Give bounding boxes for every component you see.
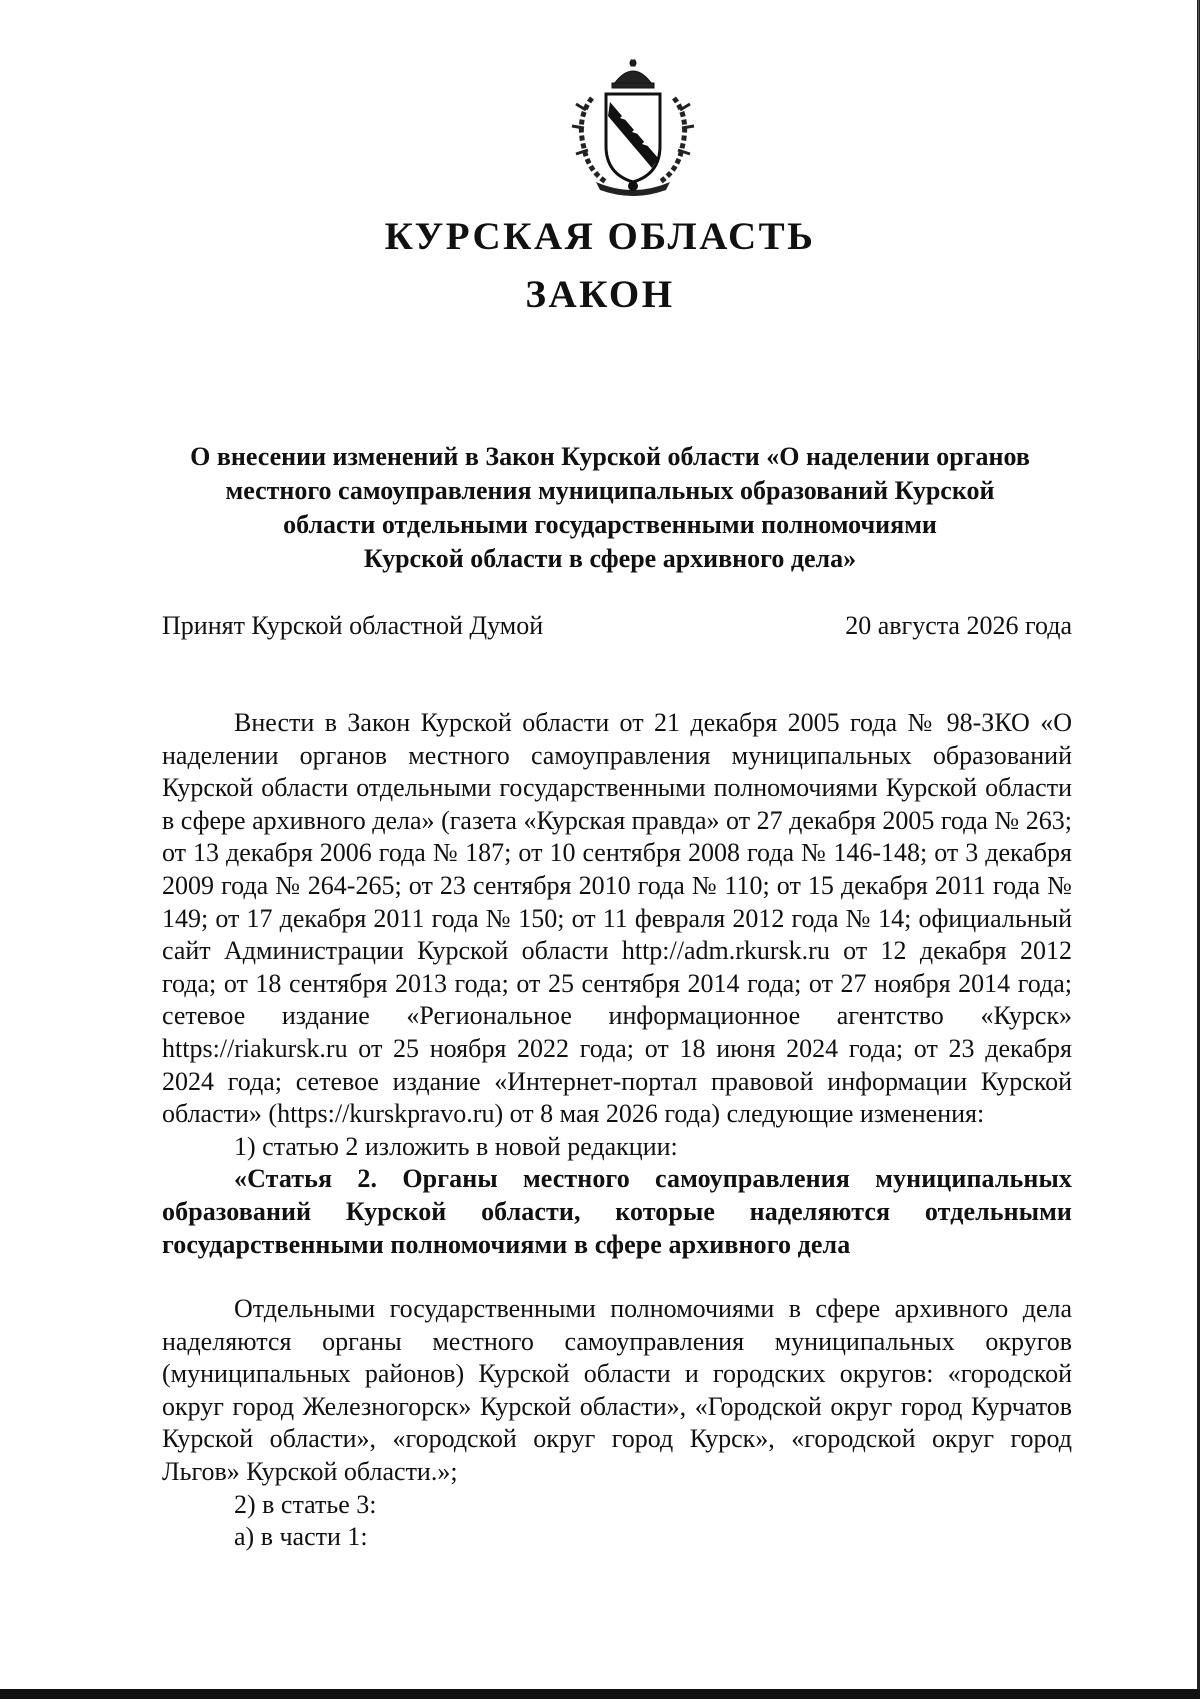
coat-of-arms-icon — [562, 58, 704, 196]
region-title: КУРСКАЯ ОБЛАСТЬ — [384, 215, 816, 258]
adopted-by: Принят Курской областной Думой — [162, 611, 544, 640]
amendment-item-2: 2) в статье 3: — [234, 1489, 377, 1519]
law-heading-line: Курской области в сфере архивного дела» — [363, 544, 857, 573]
law-heading-line: О внесении изменений в Закон Курской области «О наделении органов — [190, 442, 1030, 471]
law-heading-line: местного самоуправления муниципальных образований Курской — [225, 476, 995, 505]
spacer — [162, 1261, 1072, 1293]
law-heading-line: области отдельными государственными полномочиями — [283, 510, 937, 539]
article-2-title: «Статья 2. Органы местного самоуправления муниципальных образований Курской области, которые наделяются отдельными государственными полномочиями в сфере архивного дела — [162, 1164, 1072, 1259]
scan-edge-bottom — [0, 1689, 1200, 1699]
law-body — [162, 707, 1072, 1554]
adoption-line — [162, 610, 1072, 642]
intro-paragraph: Внести в Закон Курской области от 21 декабря 2005 года № 98-ЗКО «О наделении органов местного самоуправления муниципальных образований Курской области отдельными государственными полномочиями Курской области в сфере архивного дела» (газета «Курская правда» от 27 декабря 2005 года № 263; от 13 декабря 2006 года № 187; от 10 сентября 2008 года № 146-148; от 3 декабря 2009 года № 264-265; от 23 сентября 2010 года № 110; от 15 декабря 2011 года № 149; от 17 декабря 2011 года № 150; от 11 февраля 2012 года № 14; официальный сайт Администрации Курской области http://adm.rkursk.ru от 12 декабря 2012 года; от 18 сентября 2013 года; от 25 сентября 2014 года; от 27 ноября 2014 года; сетевое издание «Региональное информационное агентство «Курск» https://riakursk.ru от 25 ноября 2022 года; от 18 июня 2024 года; от 23 декабря 2024 года; сетевое издание «Интернет-портал правовой информации Курской области» (https://kurskpravo.ru) от 8 мая 2026 года) следующие изменения: — [162, 708, 1072, 1129]
article-2-text: Отдельными государственными полномочиями в сфере архивного дела наделяются органы местного самоуправления муниципальных округов (муниципальных районов) Курской области и городских округов: «городской округ город Железногорск» Курской области», «Городской округ город Курчатов Курской области», «городской округ город Курск», «городской округ город Льгов» Курской области.»; — [162, 1294, 1072, 1487]
law-heading — [150, 440, 1070, 576]
amendment-item-2a: а) в части 1: — [234, 1522, 368, 1552]
adoption-date: 20 августа 2026 года — [845, 611, 1072, 640]
document-type-title: ЗАКОН — [525, 273, 675, 316]
amendment-item-1: 1) статью 2 изложить в новой редакции: — [234, 1131, 678, 1161]
